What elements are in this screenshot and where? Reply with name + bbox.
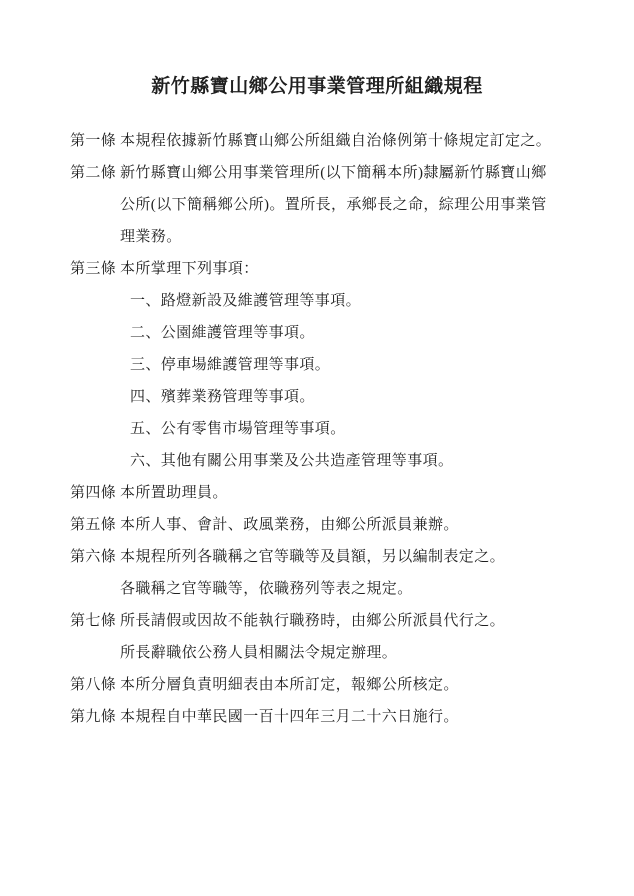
article-number-spacer	[70, 189, 120, 221]
article-line	[70, 573, 594, 605]
article-number: 第八條	[70, 677, 117, 693]
article-6	[70, 541, 594, 605]
article-line	[70, 253, 594, 285]
article-number: 第九條	[70, 709, 117, 725]
document-title: 新竹縣寶山鄉公用事業管理所組織規程	[151, 76, 483, 97]
article-line	[70, 125, 594, 157]
article-number: 第五條	[70, 517, 117, 533]
list-item	[70, 349, 594, 381]
article-text: 所長請假或因故不能執行職務時，由鄉公所派員代行之。	[120, 613, 506, 629]
article-9	[70, 701, 594, 733]
article-number-spacer	[70, 573, 120, 605]
article-text: 本所置助理員。	[120, 485, 228, 501]
list-item-text: 六、其他有關公用事業及公共造產管理等事項。	[130, 453, 454, 469]
article-line	[70, 189, 594, 221]
article-number-spacer	[70, 445, 120, 477]
article-5	[70, 509, 594, 541]
list-item-text: 一、路燈新設及維護管理等事項。	[130, 293, 362, 309]
list-item	[70, 381, 594, 413]
article-number-spacer	[70, 349, 120, 381]
article-text: 本所人事、會計、政風業務，由鄉公所派員兼辦。	[120, 517, 459, 533]
list-item	[70, 445, 594, 477]
list-item	[70, 317, 594, 349]
article-line	[70, 477, 594, 509]
article-8	[70, 669, 594, 701]
article-number: 第六條	[70, 549, 117, 565]
article-text: 本規程所列各職稱之官等職等及員額，另以編制表定之。	[120, 549, 506, 565]
article-3	[70, 253, 594, 477]
article-text: 所長辭職依公務人員相關法令規定辦理。	[120, 645, 398, 661]
list-item-text: 二、公園維護管理等事項。	[130, 325, 315, 341]
article-line	[70, 669, 594, 701]
article-7	[70, 605, 594, 669]
list-item	[70, 413, 594, 445]
list-item-text: 五、公有零售市場管理等事項。	[130, 421, 346, 437]
article-number-spacer	[70, 637, 120, 669]
article-number-spacer	[70, 221, 120, 253]
article-2	[70, 157, 594, 253]
list-item-text: 三、停車場維護管理等事項。	[130, 357, 331, 373]
article-number: 第二條	[70, 165, 117, 181]
article-line	[70, 541, 594, 573]
article-number: 第四條	[70, 485, 117, 501]
list-item	[70, 285, 594, 317]
article-line	[70, 157, 594, 189]
article-number: 第七條	[70, 613, 117, 629]
article-line	[70, 605, 594, 637]
article-number: 第三條	[70, 261, 117, 277]
article-number-spacer	[70, 317, 120, 349]
article-text: 本所掌理下列事項：	[120, 261, 259, 277]
article-text: 公所(以下簡稱鄉公所)。置所長，承鄉長之命，綜理公用事業管	[120, 197, 547, 213]
article-line	[70, 701, 594, 733]
article-text: 理業務。	[120, 229, 182, 245]
article-4	[70, 477, 594, 509]
articles-container	[70, 125, 594, 733]
article-line	[70, 509, 594, 541]
article-text: 新竹縣寶山鄉公用事業管理所(以下簡稱本所)隸屬新竹縣寶山鄉	[120, 165, 547, 181]
article-1	[70, 125, 594, 157]
article-text: 本所分層負責明細表由本所訂定，報鄉公所核定。	[120, 677, 459, 693]
article-number-spacer	[70, 413, 120, 445]
article-text: 各職稱之官等職等，依職務列等表之規定。	[120, 581, 413, 597]
article-number-spacer	[70, 285, 120, 317]
article-number: 第一條	[70, 133, 117, 149]
article-text: 本規程自中華民國一百十四年三月二十六日施行。	[120, 709, 459, 725]
list-item-text: 四、殯葬業務管理等事項。	[130, 389, 315, 405]
article-text: 本規程依據新竹縣寶山鄉公所組織自治條例第十條規定訂定之。	[120, 133, 552, 149]
article-line	[70, 637, 594, 669]
article-number-spacer	[70, 381, 120, 413]
article-line	[70, 221, 594, 253]
